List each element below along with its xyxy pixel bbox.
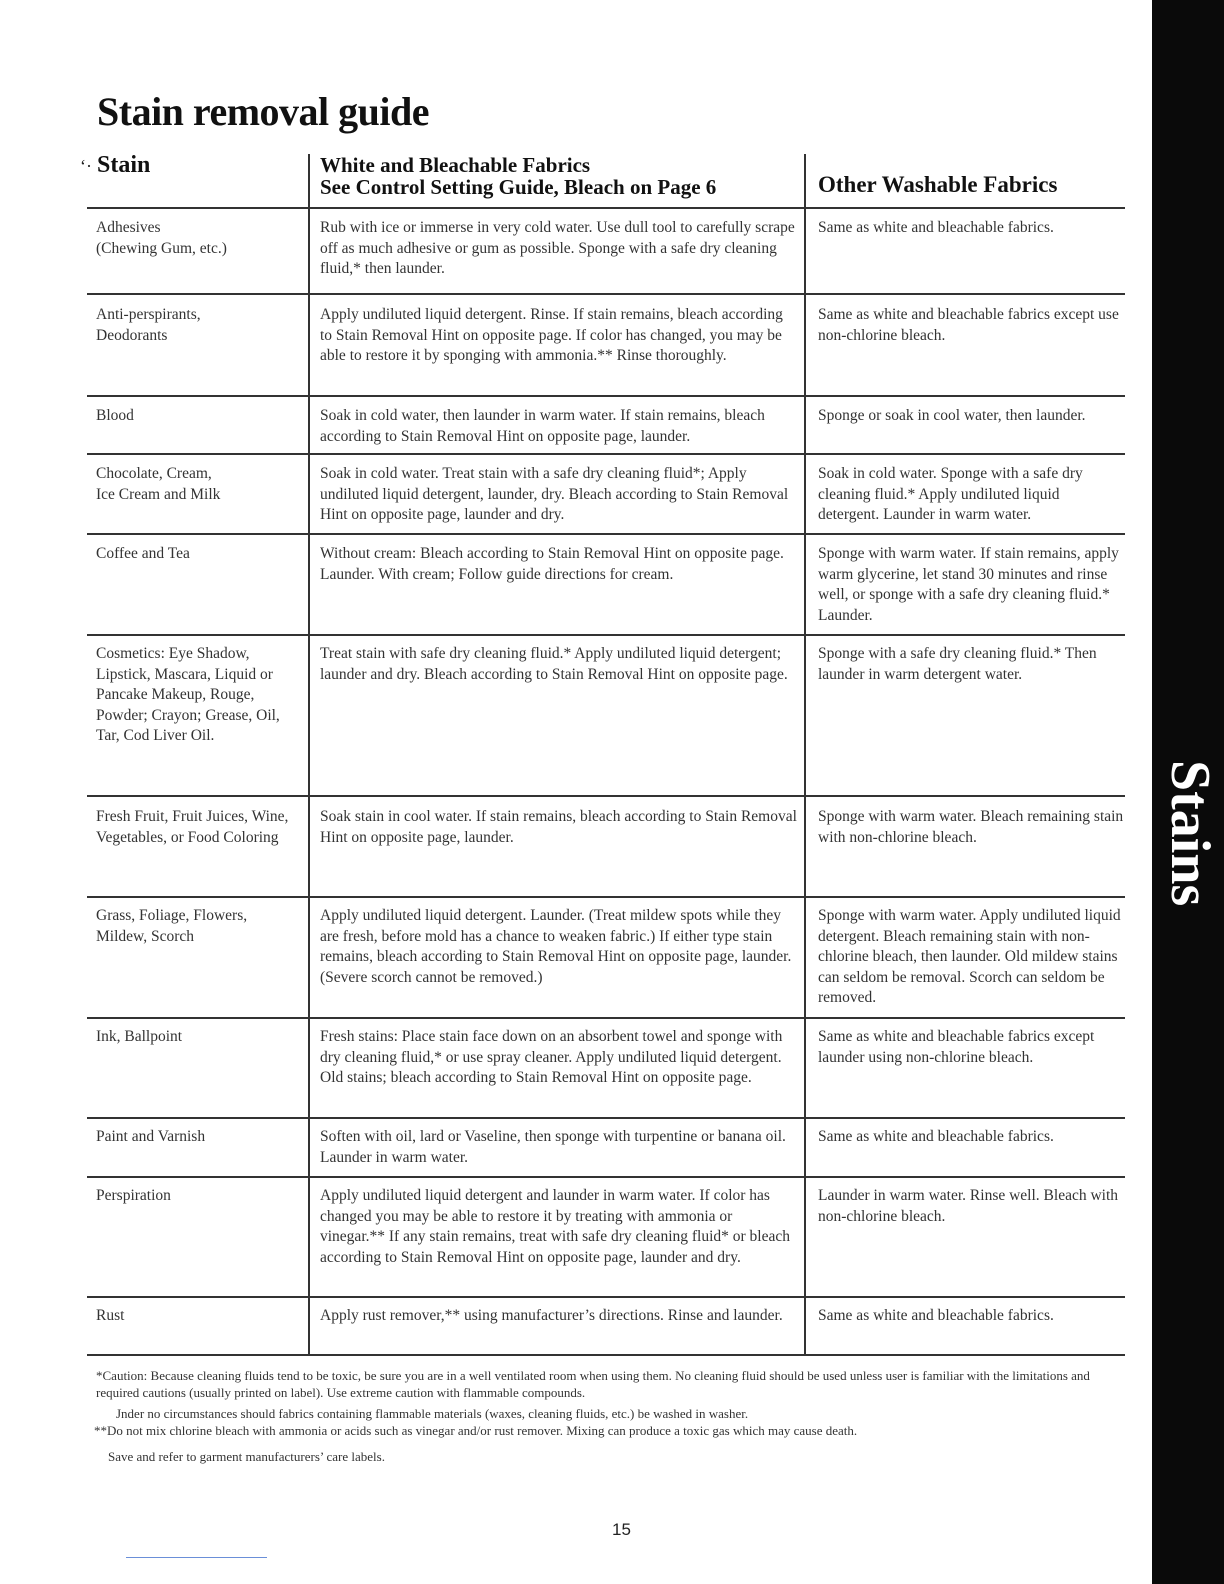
other-perspiration: Launder in warm water. Rinse well. Bleach with non-chlorine bleach. xyxy=(818,1187,1119,1225)
row-divider xyxy=(87,293,1125,295)
stain-adhesives: Adhesives (Chewing Gum, etc.) xyxy=(96,219,227,257)
other-blood: Sponge or soak in cool water, then launder. xyxy=(818,407,1086,424)
other-antiperspirants: Same as white and bleachable fabrics except use non-chlorine bleach. xyxy=(818,306,1119,344)
row-divider xyxy=(87,207,1125,209)
row-divider xyxy=(87,1176,1125,1178)
stain-fruit: Fresh Fruit, Fruit Juices, Wine, Vegetables, or Food Coloring xyxy=(96,808,289,846)
header-white-fabrics xyxy=(320,154,716,198)
white-antiperspirants: Apply undiluted liquid detergent. Rinse. If stain remains, bleach according to Stain Removal Hint on opposite page. If color has changed, you may be able to restore it by sponging with ammonia.** Rinse thoroughly. xyxy=(320,306,783,365)
row-divider xyxy=(87,1117,1125,1119)
footnote-caution: *Caution: Because cleaning fluids tend to be toxic, be sure you are in a well ventilated room when using them. No cleaning fluid should be used unless user is familiar with the limitations and required cautions (usually printed on label). Use extreme caution with flammable compounds. xyxy=(96,1368,1090,1400)
other-coffee: Sponge with warm water. If stain remains, apply warm glycerine, let stand 30 minutes and rinse well, or sponge with a safe dry cleaning fluid.* Launder. xyxy=(818,545,1119,624)
other-cosmetics: Sponge with a safe dry cleaning fluid.* Then launder in warm detergent water. xyxy=(818,645,1097,683)
row-divider xyxy=(87,1354,1125,1356)
row-divider xyxy=(87,453,1125,455)
row-divider xyxy=(87,533,1125,535)
column-divider xyxy=(804,154,806,1355)
row-divider xyxy=(87,634,1125,636)
header-mark: ‘· xyxy=(80,156,92,176)
row-divider xyxy=(87,1017,1125,1019)
white-coffee: Without cream: Bleach according to Stain Removal Hint on opposite page. Launder. With cream; Follow guide directions for cream. xyxy=(320,545,784,583)
other-chocolate: Soak in cold water. Sponge with a safe dry cleaning fluid.* Apply undiluted liquid detergent. Launder in warm water. xyxy=(818,465,1083,524)
stain-grass: Grass, Foliage, Flowers, Mildew, Scorch xyxy=(96,907,248,945)
page-number: 15 xyxy=(612,1520,631,1539)
header-white-line2: See Control Setting Guide, Bleach on Page 6 xyxy=(320,175,717,199)
stain-paint: Paint and Varnish xyxy=(96,1128,206,1145)
stain-cosmetics: Cosmetics: Eye Shadow, Lipstick, Mascara, Liquid or Pancake Makeup, Rouge, Powder; Crayon; Grease, Oil, Tar, Cod Liver Oil. xyxy=(96,645,280,745)
white-fruit: Soak stain in cool water. If stain remains, bleach according to Stain Removal Hint on opposite page, launder. xyxy=(320,808,797,846)
white-paint: Soften with oil, lard or Vaseline, then sponge with turpentine or banana oil. Launder in warm water. xyxy=(320,1128,786,1166)
header-other-fabrics: Other Washable Fabrics xyxy=(818,172,1058,197)
other-adhesives: Same as white and bleachable fabrics. xyxy=(818,219,1054,236)
other-ink: Same as white and bleachable fabrics except launder using non-chlorine bleach. xyxy=(818,1028,1095,1066)
other-grass: Sponge with warm water. Apply undiluted liquid detergent. Bleach remaining stain with non-chlorine bleach, then launder. Old mildew stains can seldom be removal. Scorch can seldom be removed. xyxy=(818,907,1121,1007)
white-ink: Fresh stains: Place stain face down on an absorbent towel and sponge with dry cleaning fluid,* or use spray cleaner. Apply undiluted liquid detergent. Old stains; bleach according to Stain Removal Hint on opposite page. xyxy=(320,1028,783,1087)
stain-coffee: Coffee and Tea xyxy=(96,545,190,562)
stain-rust: Rust xyxy=(96,1307,125,1324)
header-white-line1: White and Bleachable Fabrics xyxy=(320,153,591,177)
stain-ink: Ink, Ballpoint xyxy=(96,1028,183,1045)
row-divider xyxy=(87,795,1125,797)
other-fruit: Sponge with warm water. Bleach remaining stain with non-chlorine bleach. xyxy=(818,808,1124,846)
white-blood: Soak in cold water, then launder in warm water. If stain remains, bleach according to Stain Removal Hint on opposite page, launder. xyxy=(320,407,765,445)
column-divider xyxy=(308,154,310,1355)
footnote-donot: **Do not mix chlorine bleach with ammonia or acids such as vinegar and/or rust remover. Mixing can produce a toxic gas which may cause death. xyxy=(94,1423,858,1438)
white-rust: Apply rust remover,** using manufacturer’s directions. Rinse and launder. xyxy=(320,1307,783,1324)
decorative-line xyxy=(126,1557,267,1558)
header-stain: Stain xyxy=(97,152,151,178)
page-title: Stain removal guide xyxy=(97,89,430,134)
row-divider xyxy=(87,395,1125,397)
side-tab-label: Stains xyxy=(1159,760,1221,907)
stain-chocolate: Chocolate, Cream, Ice Cream and Milk xyxy=(96,465,221,503)
white-chocolate: Soak in cold water. Treat stain with a safe dry cleaning fluid*; Apply undiluted liquid detergent, launder, dry. Bleach according to Stain Removal Hint on opposite page, launder and dry. xyxy=(320,465,789,524)
footnote-under: Jnder no circumstances should fabrics containing flammable materials (waxes, cleaning fluids, etc.) be washed in washer. xyxy=(116,1406,749,1421)
stain-blood: Blood xyxy=(96,407,134,424)
white-adhesives: Rub with ice or immerse in very cold water. Use dull tool to carefully scrape off as much adhesive or gum as possible. Sponge with a safe dry cleaning fluid,* then launder. xyxy=(320,219,795,278)
other-rust: Same as white and bleachable fabrics. xyxy=(818,1307,1054,1324)
other-paint: Same as white and bleachable fabrics. xyxy=(818,1128,1054,1145)
row-divider xyxy=(87,1296,1125,1298)
row-divider xyxy=(87,896,1125,898)
white-perspiration: Apply undiluted liquid detergent and launder in warm water. If color has changed you may be able to restore it by treating with ammonia or vinegar.** If any stain remains, treat with safe dry cleaning fluid* or bleach according to Stain Removal Hint on opposite page, launder and dry. xyxy=(320,1187,791,1266)
stain-antiperspirants: Anti-perspirants, Deodorants xyxy=(96,306,201,344)
white-grass: Apply undiluted liquid detergent. Launder. (Treat mildew spots while they are fresh, before mold has a chance to weaken fabric.) If either type stain remains, bleach according to Stain Removal Hint on opposite page, launder. (Severe scorch cannot be removed.) xyxy=(320,907,792,986)
white-cosmetics: Treat stain with safe dry cleaning fluid.* Apply undiluted liquid detergent; launder and dry. Bleach according to Stain Removal Hint on opposite page. xyxy=(320,645,788,683)
footnote-save: Save and refer to garment manufacturers’ care labels. xyxy=(108,1449,385,1464)
stain-perspiration: Perspiration xyxy=(96,1187,171,1204)
